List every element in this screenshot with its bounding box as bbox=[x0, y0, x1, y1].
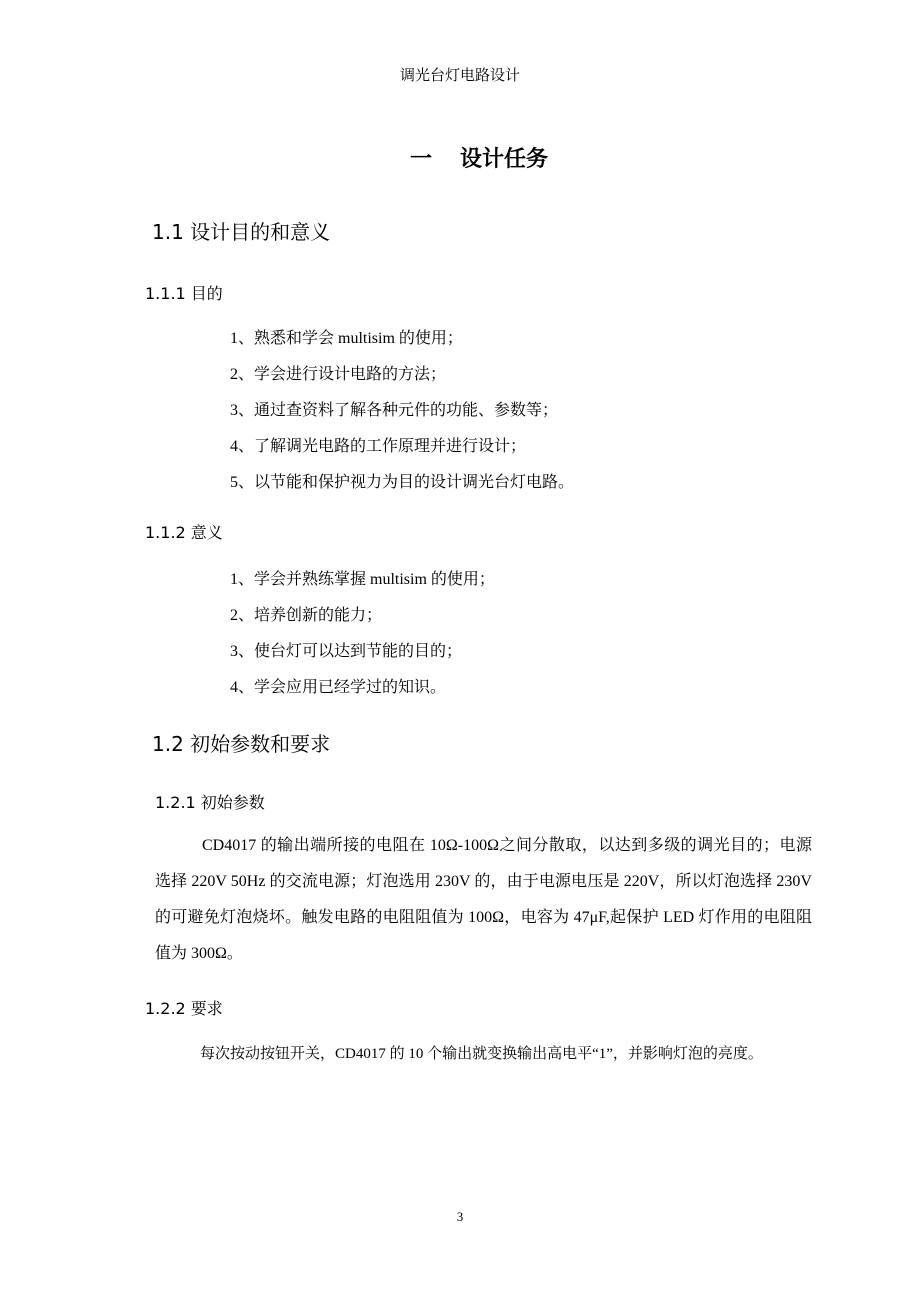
subsection-1-1-1-heading: 1.1.1 目的 bbox=[145, 284, 223, 303]
paragraph-requirements: 每次按动按钮开关，CD4017 的 10 个输出就变换输出高电平“1”，并影响灯泡的亮度。 bbox=[200, 1046, 763, 1062]
chapter-title-text: 设计任务 bbox=[460, 147, 549, 172]
list-item: 5、以节能和保护视力为目的设计调光台灯电路。 bbox=[230, 474, 575, 491]
section-1-1-heading: 1.1 设计目的和意义 bbox=[152, 220, 331, 244]
list-item: 2、培养创新的能力； bbox=[230, 607, 383, 624]
list-item: 3、使台灯可以达到节能的目的； bbox=[230, 643, 463, 660]
chapter-title bbox=[410, 142, 548, 173]
list-item: 2、学会进行设计电路的方法； bbox=[230, 366, 447, 383]
list-item: 1、熟悉和学会 multisim 的使用； bbox=[230, 330, 463, 347]
subsection-1-2-1-heading: 1.2.1 初始参数 bbox=[155, 793, 265, 812]
paragraph-initial-parameters bbox=[155, 828, 812, 972]
list-item: 4、学会应用已经学过的知识。 bbox=[230, 679, 447, 696]
list-item: 4、了解调光电路的工作原理并进行设计； bbox=[230, 438, 527, 455]
subsection-1-2-2-heading: 1.2.2 要求 bbox=[145, 999, 223, 1018]
page-header: 调光台灯电路设计 bbox=[399, 68, 520, 84]
list-item: 1、学会并熟练掌握 multisim 的使用； bbox=[230, 571, 495, 588]
list-item: 3、通过查资料了解各种元件的功能、参数等； bbox=[230, 402, 559, 419]
subsection-1-1-2-heading: 1.1.2 意义 bbox=[145, 523, 223, 542]
chapter-number: 一 bbox=[410, 147, 433, 172]
page-number: 3 bbox=[456, 1209, 464, 1224]
paragraph-text: CD4017 的输出端所接的电阻在 10Ω-100Ω之间分散取，以达到多级的调光目的；电源选择 220V 50Hz 的交流电源；灯泡选用 230V 的，由于电源电压是 220V，所以灯泡选择 230V 的可避免灯泡烧坏。触发电路的电阻阻值为 100Ω，电容为 47μF,起保护 LED 灯作用的电阻阻值为 300Ω。 bbox=[155, 837, 812, 962]
section-1-2-heading: 1.2 初始参数和要求 bbox=[152, 732, 331, 756]
